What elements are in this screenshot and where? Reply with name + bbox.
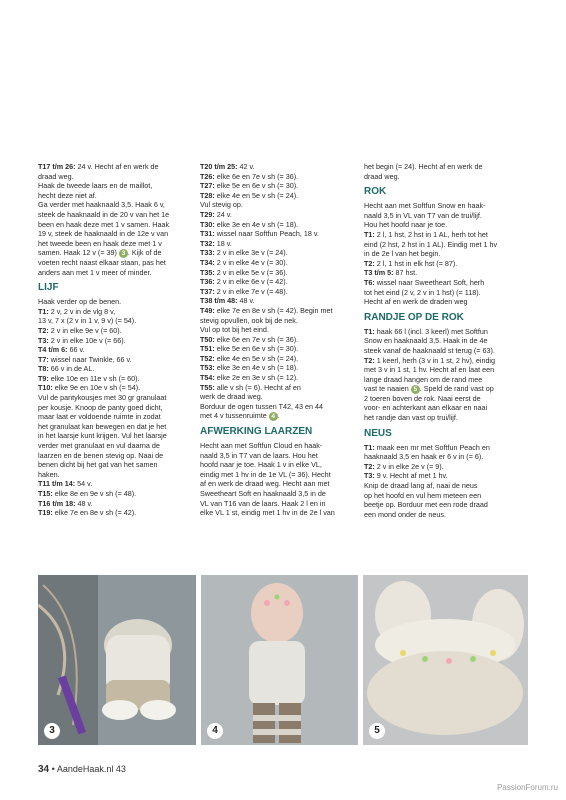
photo-skirt-illustration: [363, 575, 528, 745]
text-line: T55: alle v sh (= 6). Hecht af en: [200, 382, 301, 392]
text-line: T35: 2 v in elke 5e v (= 36).: [200, 267, 288, 277]
text-line: T1: 2 v, 2 v in de vlg 8 v,: [38, 306, 116, 316]
footer-bullet: •: [51, 764, 55, 774]
text-line: T51: elke 5e en 6e v sh (= 30).: [200, 344, 299, 354]
text-line: T54: elke 2e en 3e v sh (= 12).: [200, 373, 299, 383]
text-line: lange draad hangen om de rand mee: [364, 374, 483, 384]
text-line: in de 2e l van het begin.: [364, 249, 441, 259]
text-line: T50: elke 6e en 7e v sh (= 36).: [200, 334, 299, 344]
photo-ref-badge-3: 3: [119, 249, 128, 258]
text-line: been en haak deze met 1 v samen. Haak: [38, 219, 170, 229]
text-line: T28: elke 4e en 5e v sh (= 24).: [200, 190, 299, 200]
text-line: T3 t/m 5: 87 hst.: [364, 268, 418, 278]
text-line: T8: 66 v in de AL.: [38, 364, 95, 374]
text-line: Haak de tweede laars en de maillot,: [38, 181, 153, 191]
text-line: Hecht aan met Softfun Snow en haak-: [364, 201, 486, 211]
text-line: eindig met 1 hv in de 1e VL (= 36). Hecht: [200, 469, 331, 479]
photo-boots-illustration: [38, 575, 196, 745]
text-line: T3: 9 v. Hecht af met 1 hv.: [364, 471, 448, 481]
text-line: af en werk de draad weg. Hecht aan met: [200, 479, 330, 489]
text-line: anders aan met 1 v meer of minder.: [38, 267, 152, 277]
text-line: VL van T16 van de laars. Haak 2 l en in: [200, 498, 326, 508]
text-line: T20 t/m 25: 42 v.: [200, 162, 255, 171]
text-line: voor- en achterkant aan elkaar en naai: [364, 403, 488, 413]
text-line: Hou het hoofd naar je toe.: [364, 220, 448, 230]
text-line: Vul stevig op.: [200, 200, 243, 210]
text-line: T49: elke 7e en 8e v sh (= 42). Begin met: [200, 305, 333, 315]
text-line: T53: elke 3e en 4e v sh (= 18).: [200, 363, 299, 373]
text-line: het granulaat kan bewegen en dat je het: [38, 421, 167, 431]
text-line: T33: 2 v in elke 3e v (= 24).: [200, 248, 288, 258]
text-line: T1: 2 l, 1 hst, 2 hst in 1 AL, herh tot het: [364, 229, 488, 239]
section-heading-afwerking-laarzen: AFWERKING LAARZEN: [200, 426, 313, 438]
text-line: T2: 2 v in elke 2e v (= 9).: [364, 461, 444, 471]
page-footer: [38, 764, 126, 775]
photo-number: 4: [207, 723, 223, 739]
text-line: het randje dan vast op trui/lijf.: [364, 413, 458, 423]
text-line: T11 t/m 14: 54 v.: [38, 479, 93, 489]
text-line: Vul de pantykousjes met 30 gr granulaat: [38, 393, 167, 403]
text-line: T19: elke 7e en 8e v sh (= 42).: [38, 508, 137, 518]
text-line: elke VL 1 st, eindig met 1 hv in de 2e l van: [200, 508, 335, 518]
text-column-3: [364, 162, 528, 519]
section-heading-neus: NEUS: [364, 427, 392, 439]
text-line: T52: elke 4e en 5e v sh (= 24).: [200, 353, 299, 363]
text-line: T36: 2 v in elke 6e v (= 42).: [200, 277, 288, 287]
text-line: T9: elke 10e en 11e v sh (= 60).: [38, 373, 140, 383]
text-line: T31: wissel naar Softfun Peach, 18 v.: [200, 229, 319, 239]
text-line: het begin (= 24). Hecht af en werk de: [364, 162, 483, 171]
text-line: T32: 18 v.: [200, 238, 232, 248]
photo-step-4: [201, 575, 358, 745]
text-line: Hecht aan met Softfun Cloud en haak-: [200, 441, 323, 451]
section-heading-lijf: LIJF: [38, 282, 59, 294]
text-line: Haak verder op de benen.: [38, 297, 122, 307]
text-line: verder met granulaat en vul daarna de: [38, 441, 160, 451]
text-line: Snow en haaknaald 3,5. Haak in de 4e: [364, 336, 488, 346]
photo-number: 3: [44, 723, 60, 739]
text-line: met 4 v tussenruimte 4 .: [200, 411, 280, 421]
watermark: PassionForum.ru: [497, 783, 558, 792]
text-line: T15: elke 8e en 9e v sh (= 48).: [38, 489, 137, 498]
text-line: Hecht af en werk de draden weg: [364, 297, 468, 307]
text-line: samen. Haak 12 v (= 39) 3 . Kijk of de: [38, 248, 162, 258]
section-heading-randje-op-de-rok: RANDJE OP DE ROK: [364, 311, 464, 323]
text-line: benen dicht bij het gat van het samen: [38, 460, 158, 470]
text-line: Ga verder met haaknaald 3,5. Haak 6 v,: [38, 200, 165, 210]
text-line: hoofd naar je toe. Haak 1 v in elke VL,: [200, 460, 322, 470]
text-line: Knip de draad lang af, naai de neus: [364, 481, 478, 491]
page-number: 34: [38, 764, 50, 775]
text-line: laarzen en de benen stevig op. Naai de: [38, 450, 164, 460]
text-line: 2 toeren boven de rok. Naai eerst de: [364, 393, 481, 403]
text-line: steek de haaknaald in de 20 v van het 1e: [38, 209, 170, 219]
text-column-1: [38, 162, 198, 518]
text-line: 13 v, 7 x (2 v in 1 v, 9 v) (= 54).: [38, 316, 137, 326]
text-line: T3: 2 v in elke 10e v (= 66).: [38, 335, 126, 345]
text-line: naald 3,5 in VL van T7 van de trui/lijf.: [364, 210, 482, 220]
text-line: T7: wissel naar Twinkle, 66 v.: [38, 354, 132, 364]
text-line: T38 t/m 48: 48 v.: [200, 296, 255, 306]
text-line: T37: 2 v in elke 7e v (= 48).: [200, 286, 288, 296]
text-line: T2: 2 l, 1 hst in elk hst (= 87).: [364, 258, 458, 268]
text-line: per kousje. Knoop de panty goed dicht,: [38, 402, 163, 412]
text-line: Sweetheart Soft en haaknaald 3,5 in de: [200, 489, 326, 498]
text-line: Borduur de ogen tussen T42, 43 en 44: [200, 401, 323, 411]
text-column-2: [200, 162, 358, 518]
photo-step-3: [38, 575, 196, 745]
text-line: haaknaald 3,5 en haak er 6 v in (= 6).: [364, 452, 484, 462]
photo-doll-body-illustration: [201, 575, 358, 745]
text-line: Vul op tot bij het eind.: [200, 325, 269, 335]
text-line: draad weg.: [364, 171, 400, 181]
text-line: T17 t/m 26: 24 v. Hecht af en werk de: [38, 162, 159, 171]
text-line: haken.: [38, 469, 60, 479]
text-line: T2: 2 v in elke 9e v (= 60).: [38, 325, 122, 335]
text-line: T1: haak 66 l (incl. 3 keerl) met Softfun: [364, 326, 488, 336]
text-line: T16 t/m 18: 48 v.: [38, 498, 93, 508]
photo-ref-badge-4: 4: [269, 412, 278, 421]
text-line: naald 3,5 in T7 van de laars. Hou het: [200, 450, 318, 460]
text-line: vast te naaien 5 . Speld de rand vast op: [364, 384, 494, 394]
text-line: stevig opvullen, ook bij de nek.: [200, 315, 298, 325]
section-heading-rok: ROK: [364, 186, 387, 198]
text-line: op het hoofd en vul hem meteen een: [364, 490, 482, 500]
photo-step-5: [363, 575, 528, 745]
text-line: T2: 1 keerl, herh (3 v in 1 st, 2 hv), eindig: [364, 355, 496, 365]
photo-number: 5: [369, 723, 385, 739]
text-line: beetje op. Borduur met een rode draad: [364, 500, 488, 510]
text-line: voeten recht naast elkaar staan, pas het: [38, 257, 166, 267]
text-line: T34: 2 v in elke 4e v (= 30).: [200, 257, 288, 267]
text-line: T1: maak een mr met Softfun Peach en: [364, 442, 490, 452]
footer-source: AandeHaak.nl 43: [56, 764, 126, 774]
text-line: T4 t/m 6: 66 v.: [38, 345, 85, 355]
text-line: het tweede been en haak deze met 1 v: [38, 238, 162, 248]
photo-ref-badge-5: 5: [411, 385, 420, 394]
text-line: T29: 24 v.: [200, 209, 232, 219]
text-line: T30: elke 3e en 4e v sh (= 18).: [200, 219, 299, 229]
text-line: 19 v, steek de haaknaald in de 12e v van: [38, 229, 169, 239]
text-line: T10: elke 9e en 10e v sh (= 54).: [38, 383, 141, 393]
text-line: met 3 v in 1 st, 1 hv. Hecht af en laat een: [364, 365, 495, 375]
text-line: tot het eind (2 v, 2 v in 1 hst) (= 118).: [364, 287, 481, 297]
text-line: eind (2 hst, 2 hst in 1 AL). Eindig met 1 hv: [364, 239, 498, 249]
text-line: maar laat er voldoende ruimte in zodat: [38, 412, 161, 422]
text-line: draad weg.: [38, 171, 74, 181]
text-line: hecht deze niet af.: [38, 190, 97, 200]
text-line: T27: elke 5e en 6e v sh (= 30).: [200, 181, 299, 191]
text-line: T26: elke 6e en 7e v sh (= 36).: [200, 171, 299, 181]
text-line: in het laarsje kunt krijgen. Vul het laarsje: [38, 431, 167, 441]
text-line: werk de draad weg.: [200, 392, 263, 402]
text-line: een mond onder de neus.: [364, 509, 446, 519]
text-line: steek vanaf de haaknaald st terug (= 63).: [364, 345, 495, 355]
text-line: T6: wissel naar Sweetheart Soft, herh: [364, 277, 485, 287]
